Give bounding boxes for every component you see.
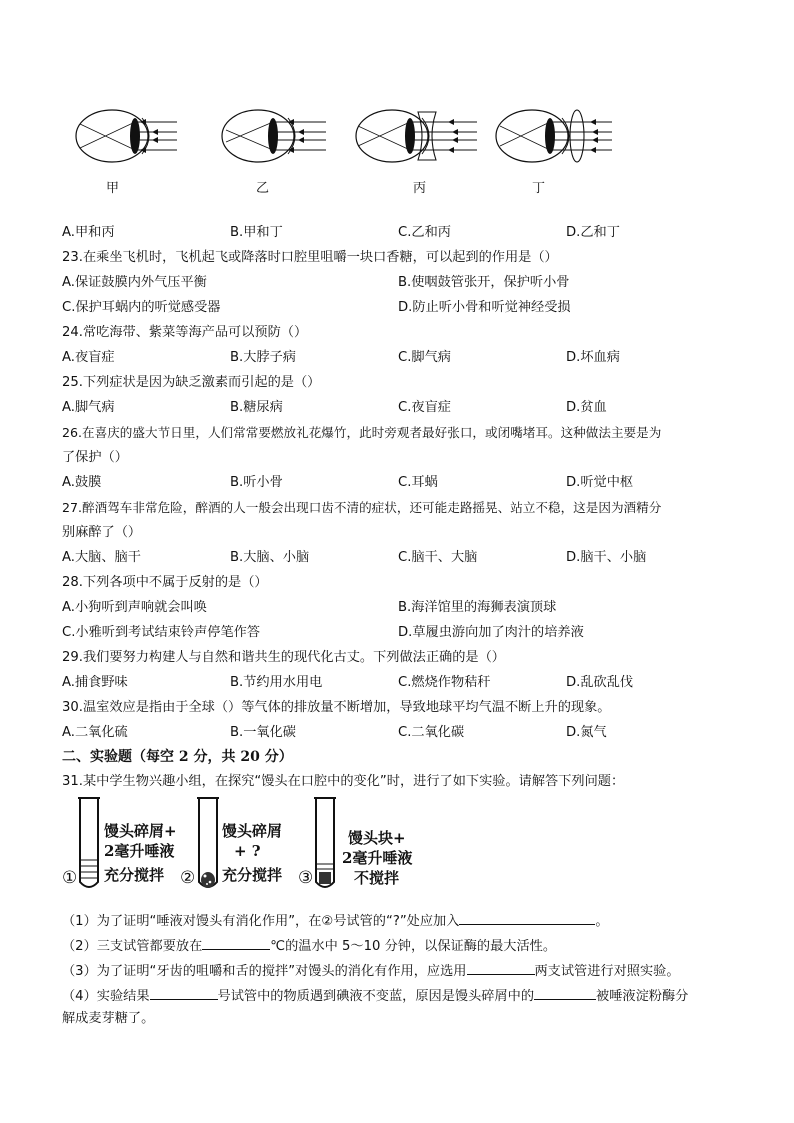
q31-sub2-blank[interactable]	[202, 935, 270, 950]
q25-option-c: C.夜盲症	[398, 400, 451, 415]
tube-2-line1: 馒头碎屑	[222, 822, 283, 840]
q26-option-a: A.鼓膜	[62, 475, 102, 490]
tube-1-line3: 充分搅拌	[104, 866, 165, 884]
q28-option-b: B.海洋馆里的海狮表演顶球	[398, 600, 557, 615]
q31-sub4-mid: 号试管中的物质遇到碘液不变蓝，原因是馒头碎屑中的	[217, 989, 535, 1004]
q31-sub2-text: （2）三支试管都要放在	[62, 939, 203, 954]
q25-option-d: D.贫血	[566, 400, 607, 415]
test-tube-2	[197, 796, 219, 894]
q22-option-a: A.甲和丙	[62, 225, 115, 240]
q24-option-c: C.脚气病	[398, 350, 451, 365]
q24-option-d: D.坏血病	[566, 350, 620, 365]
tube-3-number: ③	[298, 868, 314, 888]
q31-sub2	[62, 935, 556, 956]
q22-option-d: D.乙和丁	[566, 225, 620, 240]
q31-sub3	[62, 960, 680, 981]
eye-label-bing: 丙	[413, 181, 427, 196]
section-title: 二、实验题（每空 2 分，共 20 分）	[62, 749, 293, 765]
q22-option-b: B.甲和丁	[230, 225, 283, 240]
q31-sub1	[62, 910, 609, 931]
q29-option-a: A.捕食野味	[62, 675, 128, 690]
q30-option-c: C.二氧化碳	[398, 725, 465, 740]
q25-option-b: B.糖尿病	[230, 400, 283, 415]
q28-option-c: C.小雅听到考试结束铃声停笔作答	[62, 625, 261, 640]
eye-diagram-ding	[492, 108, 617, 168]
q31-sub4	[62, 985, 688, 1006]
q23-option-b: B.使咽鼓管张开，保护听小骨	[398, 275, 570, 290]
q30-option-d: D.氮气	[566, 725, 607, 740]
q24-option-b: B.大脖子病	[230, 350, 296, 365]
q30-stem: 30.温室效应是指由于全球（）等气体的排放量不断增加，导致地球平均气温不断上升的现象。	[62, 700, 611, 715]
q25-stem: 25.下列症状是因为缺乏激素而引起的是（）	[62, 375, 321, 390]
q26-option-c: C.耳蜗	[398, 475, 438, 490]
q30-option-b: B.一氧化碳	[230, 725, 296, 740]
tube-2-line3: 充分搅拌	[222, 866, 283, 884]
q28-stem: 28.下列各项中不属于反射的是（）	[62, 575, 268, 590]
q26-option-b: B.听小骨	[230, 475, 283, 490]
q31-sub3-end: 两支试管进行对照实验。	[534, 964, 680, 979]
q27-option-b: B.大脑、小脑	[230, 550, 310, 565]
q29-option-c: C.燃烧作物秸秆	[398, 675, 491, 690]
test-tube-3	[314, 796, 336, 894]
q27-option-c: C.脑干、大脑	[398, 550, 478, 565]
eye-diagram-yi	[218, 108, 333, 168]
q27-stem-line2: 别麻醉了（）	[62, 525, 142, 540]
q26-stem-line1: 26.在喜庆的盛大节日里，人们常常要燃放礼花爆竹，此时旁观者最好张口，或闭嘴堵耳。这种做法主要是为	[62, 425, 662, 440]
q24-stem: 24.常吃海带、紫菜等海产品可以预防（）	[62, 325, 308, 340]
q27-option-a: A.大脑、脑干	[62, 550, 141, 565]
test-tube-1	[78, 796, 100, 894]
eye-label-ding: 丁	[532, 181, 546, 196]
tube-3-line3: 不搅拌	[354, 869, 400, 887]
q29-stem: 29.我们要努力构建人与自然和谐共生的现代化古丈。下列做法正确的是（）	[62, 650, 505, 665]
q31-stem: 31.某中学生物兴趣小组，在探究“馒头在口腔中的变化”时，进行了如下实验。请解答下列问题：	[62, 774, 625, 789]
q30-option-a: A.二氧化硫	[62, 725, 128, 740]
q31-sub4-text: （4）实验结果	[62, 989, 150, 1004]
tube-3-label	[342, 828, 412, 888]
q23-stem: 23.在乘坐飞机时，飞机起飞或降落时口腔里咀嚼一块口香糖，可以起到的作用是（）	[62, 250, 558, 265]
q29-option-b: B.节约用水用电	[230, 675, 323, 690]
q29-option-d: D.乱砍乱伐	[566, 675, 634, 690]
q31-sub1-end: 。	[595, 914, 609, 929]
q31-sub1-blank[interactable]	[459, 910, 595, 925]
q26-stem-line2: 了保护（）	[62, 450, 128, 465]
tube-2-line2: + ?	[234, 842, 261, 860]
q26-option-d: D.听觉中枢	[566, 475, 634, 490]
tube-3-line2: 2毫升唾液	[342, 849, 413, 867]
eye-diagram-bing	[352, 108, 482, 168]
q28-option-a: A.小狗听到声响就会叫唤	[62, 600, 207, 615]
tube-2-number: ②	[180, 868, 196, 888]
q31-sub3-blank[interactable]	[467, 960, 535, 975]
q27-option-d: D.脑干、小脑	[566, 550, 647, 565]
q31-sub4-blank-1[interactable]	[150, 985, 218, 1000]
eye-label-yi: 乙	[256, 181, 270, 196]
eye-label-jia: 甲	[106, 181, 120, 196]
tube-1-label	[104, 821, 177, 885]
q31-sub1-text: （1）为了证明“唾液对馒头有消化作用”，在②号试管的“?”处应加入	[62, 914, 460, 929]
q23-option-a: A.保证鼓膜内外气压平衡	[62, 275, 207, 290]
tube-1-line1: 馒头碎屑+	[104, 822, 177, 840]
q31-sub3-text: （3）为了证明“牙齿的咀嚼和舌的搅拌”对馒头的消化有作用，应选用	[62, 964, 467, 979]
q31-sub4-line2: 解成麦芽糖了。	[62, 1011, 155, 1026]
tube-3-line1: 馒头块+	[348, 829, 406, 847]
q23-option-c: C.保护耳蜗内的听觉感受器	[62, 300, 221, 315]
eye-diagram-jia	[72, 108, 192, 168]
q25-option-a: A.脚气病	[62, 400, 115, 415]
q31-sub4-blank-2[interactable]	[534, 985, 596, 1000]
q22-option-c: C.乙和丙	[398, 225, 451, 240]
q27-stem-line1: 27.醉酒驾车非常危险，醉酒的人一般会出现口齿不清的症状，还可能走路摇晃、站立不稳，这是因为酒精分	[62, 500, 662, 515]
tube-1-line2: 2毫升唾液	[104, 842, 175, 860]
q28-option-d: D.草履虫游向加了肉汁的培养液	[398, 625, 584, 640]
tube-2-label	[222, 821, 282, 885]
tube-1-number: ①	[62, 868, 78, 888]
q24-option-a: A.夜盲症	[62, 350, 115, 365]
q31-sub4-end: 被唾液淀粉酶分	[596, 989, 689, 1004]
q31-sub2-end: ℃的温水中 5～10 分钟，以保证酶的最大活性。	[270, 939, 557, 954]
q23-option-d: D.防止听小骨和听觉神经受损	[398, 300, 571, 315]
